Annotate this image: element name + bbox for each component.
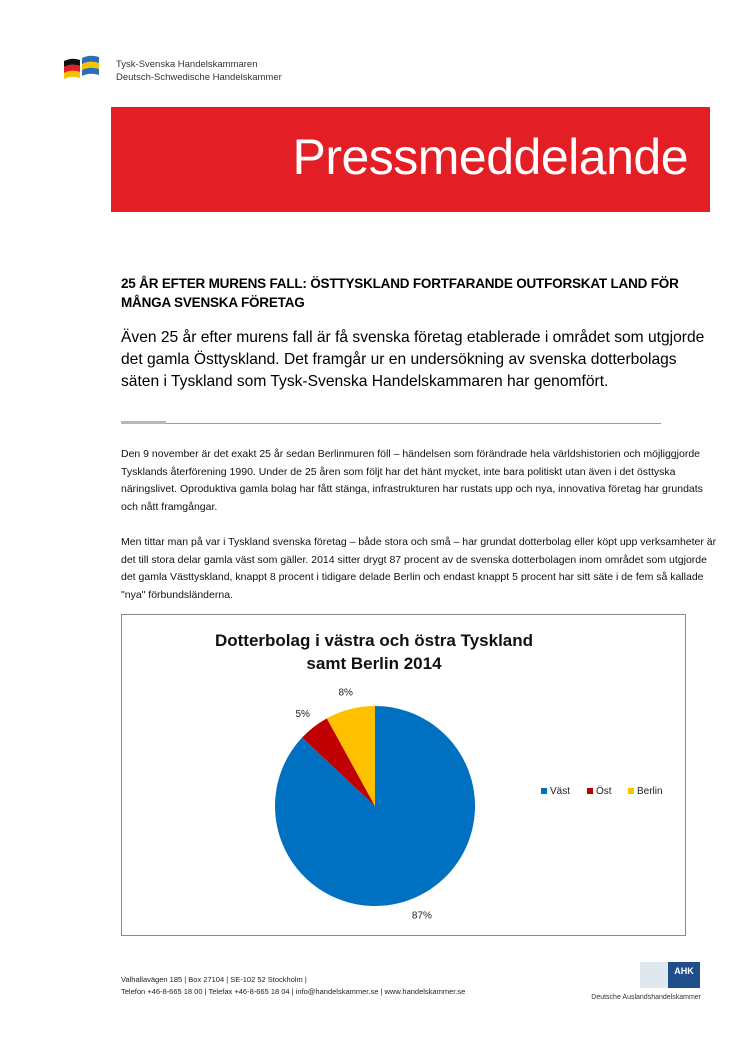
press-release-banner xyxy=(111,107,710,212)
organization-names xyxy=(116,58,282,84)
body-paragraph-2: Men tittar man på var i Tyskland svenska företag – både stora och små – har grundat dotterbolag eller köpt upp verksamheter är det till stora delar gamla väst som gäller. 2014 sitter drygt 87 procent av de svenska dotterbolagen inom området som utgjorde det gamla Västtyskland, knappt 8 procent i tidigare delade Berlin och endast knappt 5 procent har sitt säte i de fem så kallade "nya" förbundsländerna. xyxy=(121,536,717,601)
ahk-logo-icon xyxy=(640,962,700,988)
article-headline: 25 ÅR EFTER MURENS FALL: ÖSTTYSKLAND FORTFARANDE OUTFORSKAT LAND FÖR MÅNGA SVENSKA FÖRETAG xyxy=(121,276,679,310)
body-paragraph-1: Den 9 november är det exakt 25 år sedan Berlinmuren föll – händelsen som förändrade hela världshistorien och möjliggjorde Tysklands återförening 1990. Under de 25 åren som följt har det hänt mycket, inte bara politiskt utan även i det östtyska näringslivet. Oproduktiva gamla bolag har fått stänga, infrastrukturen har rustats upp och nya, innovativa företag har grundats och nått framgångar. xyxy=(121,448,703,513)
legend-label-vast: Väst xyxy=(550,786,571,797)
pie-chart xyxy=(122,615,687,937)
ahk-label: Deutsche Auslandshandelskammer xyxy=(591,994,701,1001)
article-lead: Även 25 år efter murens fall är få svenska företag etablerade i området som utgjorde det gamla Östtyskland. Det framgår ur en undersökning av svenska dotterbolags säten i Tyskland som Tysk-Svenska Handelskammaren har genomfört. xyxy=(121,329,705,390)
pie-label-berlin: 8% xyxy=(338,687,353,699)
pie-label-vast: 87% xyxy=(411,910,432,922)
ahk-badge-text: AHK xyxy=(674,966,694,976)
legend-swatch-vast xyxy=(541,788,547,794)
legend-swatch-berlin xyxy=(628,788,634,794)
banner-title: Pressmeddelande xyxy=(292,129,688,185)
section-divider-accent xyxy=(121,421,166,424)
chart-title-line-1: Dotterbolag i västra och östra Tyskland xyxy=(214,631,534,650)
legend-label-ost: Öst xyxy=(596,786,612,797)
pie-slices xyxy=(275,706,475,906)
legend-label-berlin: Berlin xyxy=(637,786,663,797)
org-name-german: Deutsch-Schwedische Handelskammer xyxy=(116,72,282,83)
chamber-flag-logo-icon xyxy=(62,54,102,86)
pie-chart-container xyxy=(121,614,686,936)
section-divider xyxy=(121,423,661,424)
footer-phone-web: Telefon +46-8-665 18 00 | Telefax +46-8-665 18 04 | info@handelskammer.se | www.handelskammer.se xyxy=(121,987,466,996)
chart-legend xyxy=(541,785,663,797)
footer-address: Valhallavägen 185 | Box 27104 | SE-102 52 Stockholm | xyxy=(121,975,307,984)
chart-title-line-2: samt Berlin 2014 xyxy=(306,654,442,673)
legend-swatch-ost xyxy=(587,788,593,794)
pie-label-ost: 5% xyxy=(295,708,310,720)
org-name-swedish: Tysk-Svenska Handelskammaren xyxy=(116,59,258,70)
footer-contact xyxy=(121,974,465,998)
